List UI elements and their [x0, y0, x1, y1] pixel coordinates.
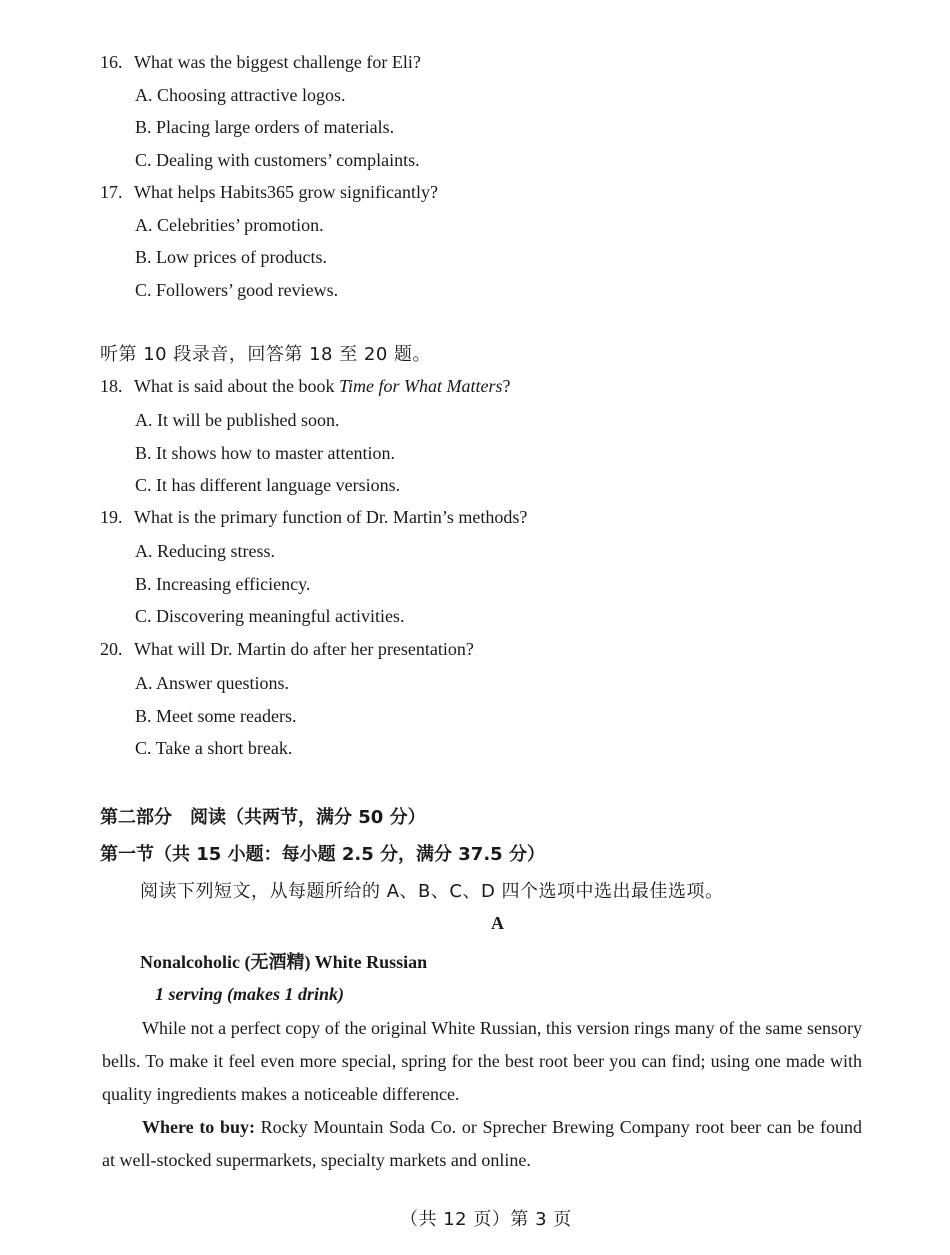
option-17c: C. Followers’ good reviews.: [135, 280, 339, 300]
page-footer: （共 12 页）第 3 页: [400, 1209, 572, 1230]
question-text: What is the primary function of Dr. Martin’s methods?: [134, 507, 528, 527]
serving-subtitle: 1 serving (makes 1 drink): [155, 984, 344, 1004]
where-to-buy-label: Where to buy:: [142, 1117, 255, 1137]
option-19b: B. Increasing efficiency.: [135, 574, 311, 594]
where-to-buy-text: Rocky Mountain Soda Co. or Sprecher Brewing Company root beer can be found at well-stocked supermarkets, specialty markets and online.: [102, 1117, 862, 1170]
passage-paragraph-2: [102, 1111, 862, 1177]
question-number: 20.: [100, 639, 123, 659]
option-17a: A. Celebrities’ promotion.: [135, 215, 324, 235]
option-17b: B. Low prices of products.: [135, 247, 327, 267]
book-title: Time for What Matters: [338, 376, 503, 396]
question-number: 19.: [100, 507, 123, 527]
option-18c: C. It has different language versions.: [135, 475, 401, 495]
option-18a: A. It will be published soon.: [135, 410, 340, 430]
question-number: 17.: [100, 182, 123, 202]
question-number: 16.: [100, 52, 123, 72]
section-one-heading: 第一节（共 15 小题：每小题 2.5 分，满分 37.5 分）: [100, 844, 545, 865]
part-two-heading: 第二部分 阅读（共两节，满分 50 分）: [100, 807, 426, 828]
option-20a: A. Answer questions.: [135, 673, 289, 693]
question-number: 18.: [100, 376, 123, 396]
question-17: [100, 182, 438, 203]
option-16a: A. Choosing attractive logos.: [135, 85, 346, 105]
question-text: What helps Habits365 grow significantly?: [134, 182, 438, 202]
option-18b: B. It shows how to master attention.: [135, 443, 395, 463]
question-16: [100, 52, 421, 73]
question-18: [100, 376, 510, 397]
passage-title: Nonalcoholic (无酒精) White Russian: [140, 952, 428, 972]
question-text: What is said about the book: [134, 376, 339, 396]
question-text-end: ?: [502, 376, 511, 396]
option-20c: C. Take a short break.: [135, 738, 293, 758]
passage-letter: A: [491, 913, 504, 933]
question-text: What was the biggest challenge for Eli?: [134, 52, 421, 72]
question-text: What will Dr. Martin do after her presentation?: [134, 639, 474, 659]
option-16b: B. Placing large orders of materials.: [135, 117, 395, 137]
option-16c: C. Dealing with customers’ complaints.: [135, 150, 420, 170]
passage-paragraph-1: While not a perfect copy of the original White Russian, this version rings many of the same sensory bells. To make it feel even more special, spring for the best root beer you can find; using one made with quality ingredients makes a noticeable difference.: [102, 1018, 862, 1104]
option-19c: C. Discovering meaningful activities.: [135, 606, 405, 626]
option-20b: B. Meet some readers.: [135, 706, 297, 726]
option-19a: A. Reducing stress.: [135, 541, 275, 561]
question-20: [100, 639, 474, 660]
question-19: [100, 507, 527, 528]
listening-instruction: 听第 10 段录音，回答第 18 至 20 题。: [100, 344, 432, 365]
reading-instruction: 阅读下列短文，从每题所给的 A、B、C、D 四个选项中选出最佳选项。: [140, 881, 724, 902]
